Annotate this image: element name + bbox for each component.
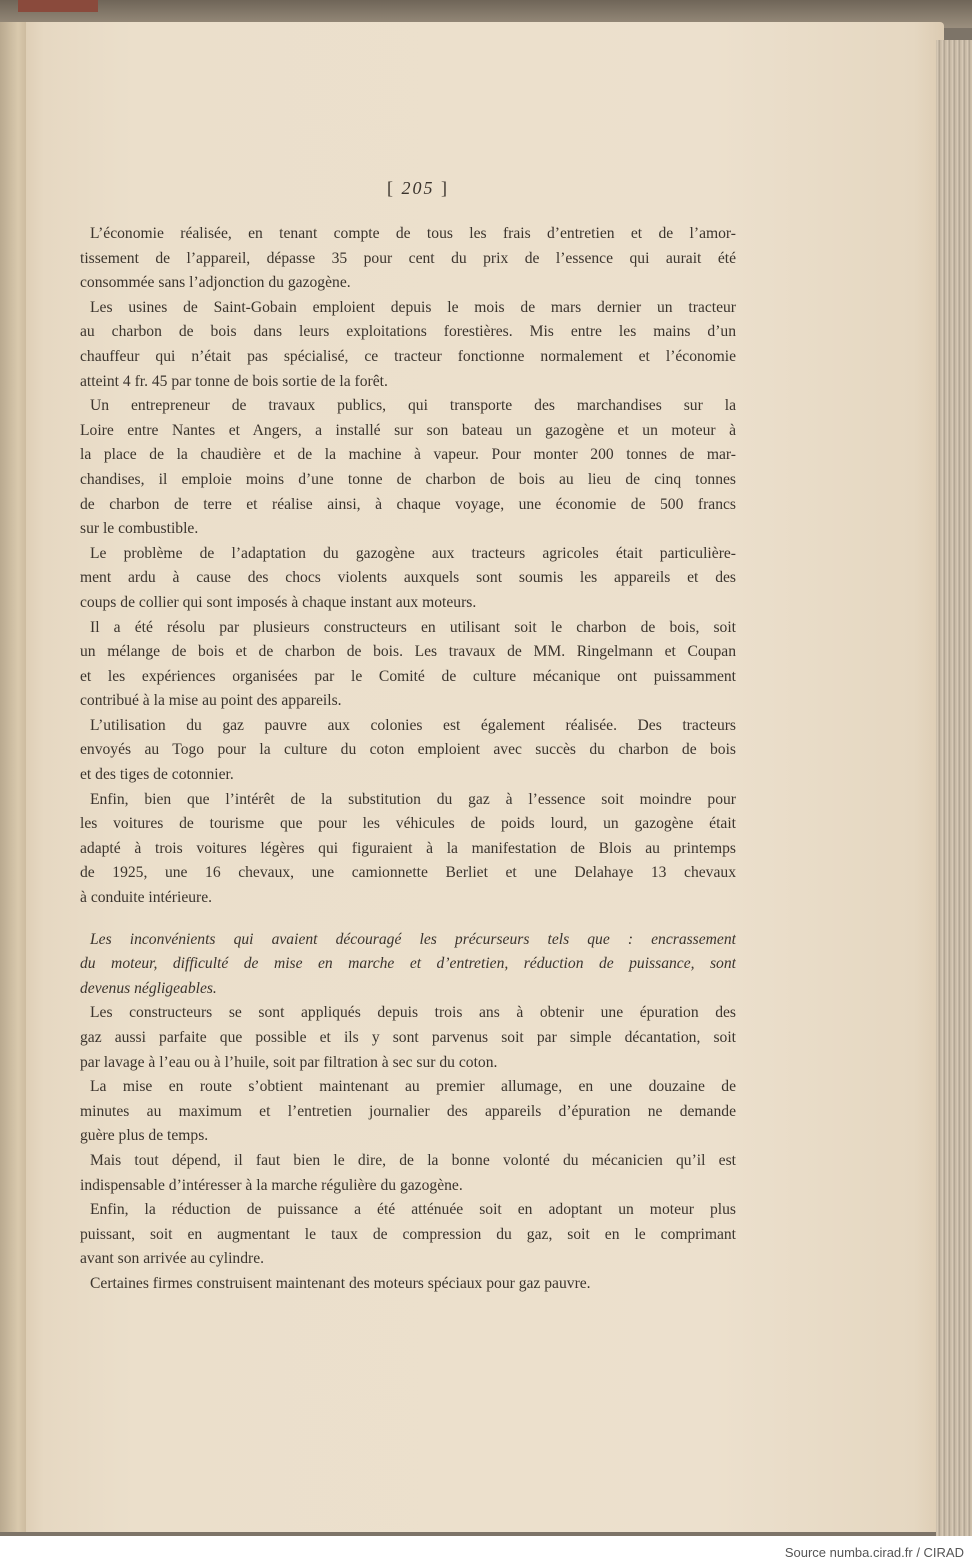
text-line: Les constructeurs se sont appliqués depuis trois ans à obtenir une épuration des	[90, 1004, 736, 1022]
paragraph	[80, 1001, 736, 1075]
text-line: sur le combustible.	[80, 520, 199, 538]
text-line: à conduite intérieure.	[80, 889, 213, 907]
page-number-value: 205	[401, 178, 435, 198]
text-line: Le problème de l’adaptation du gazogène aux tracteurs agricoles était particulière-	[90, 544, 736, 562]
text-line: Loire entre Nantes et Angers, a installé sur son bateau un gazogène et un moteur à	[80, 421, 736, 439]
paragraph	[80, 296, 736, 394]
paragraph	[80, 616, 736, 714]
paragraph	[80, 542, 736, 616]
text-line: Certaines firmes construisent maintenant des moteurs spéciaux pour gaz pauvre.	[90, 1274, 591, 1292]
text-line: L’utilisation du gaz pauvre aux colonies est également réalisée. Des tracteurs	[90, 716, 736, 734]
text-line: la place de la chaudière et de la machine à vapeur. Pour monter 200 tonnes de mar-	[80, 446, 736, 464]
body-text	[80, 222, 736, 1297]
text-line: ment ardu à cause des chocs violents auxquels sont soumis les appareils et des	[80, 569, 736, 587]
italic-paragraph	[80, 928, 736, 1002]
source-credit: Source numba.cirad.fr / CIRAD	[784, 1545, 964, 1560]
paragraph	[80, 1075, 736, 1149]
paragraph	[80, 1149, 736, 1198]
page-gutter-curl	[0, 22, 26, 1532]
page-stack-edge	[936, 40, 972, 1536]
text-line: chauffeur qui n’était pas spécialisé, ce tracteur fonctionne normalement et l’économie	[80, 347, 736, 365]
text-line: envoyés au Togo pour la culture du coton emploient avec succès du charbon de bois	[80, 741, 736, 759]
text-line: les voitures de tourisme que pour les véhicules de poids lourd, un gazogène était	[80, 815, 736, 833]
text-line: tissement de l’appareil, dépasse 35 pour cent du prix de l’essence qui aurait été	[80, 249, 736, 267]
text-line: un mélange de bois et de charbon de bois. Les travaux de MM. Ringelmann et Coupan	[80, 643, 736, 661]
paragraph	[80, 1272, 736, 1297]
text-line: Enfin, bien que l’intérêt de la substitution du gaz à l’essence soit moindre pour	[90, 790, 736, 808]
text-line: guère plus de temps.	[80, 1127, 209, 1145]
text-line: adapté à trois voitures légères qui figuraient à la manifestation de Blois au printemps	[80, 839, 736, 857]
text-line: consommée sans l’adjonction du gazogène.	[80, 274, 351, 292]
text-line: de 1925, une 16 chevaux, une camionnette Berliet et une Delahaye 13 chevaux	[80, 864, 736, 882]
text-line: devenus négligeables.	[80, 979, 217, 997]
text-line: Les inconvénients qui avaient découragé les précurseurs tels que : encrassement	[90, 930, 736, 948]
text-line: et des tiges de cotonnier.	[80, 766, 234, 784]
text-line: Un entrepreneur de travaux publics, qui transporte des marchandises sur la	[90, 397, 736, 415]
text-line: gaz aussi parfaite que possible et ils y sont parvenus soit par simple décantation, soit	[80, 1029, 736, 1046]
text-line: minutes au maximum et l’entretien journalier des appareils d’épuration ne demande	[80, 1102, 736, 1120]
text-line: au charbon de bois dans leurs exploitations forestières. Mis entre les mains d’un	[80, 323, 736, 341]
text-line: La mise en route s’obtient maintenant au premier allumage, en une douzaine de	[90, 1078, 736, 1096]
text-line: par lavage à l’eau ou à l’huile, soit par filtration à sec sur du coton.	[80, 1053, 498, 1071]
text-line: L’économie réalisée, en tenant compte de tous les frais d’entretien et de l’amor-	[90, 225, 736, 242]
text-line: indispensable d’intéresser à la marche régulière du gazogène.	[80, 1176, 463, 1194]
paragraph	[80, 394, 736, 542]
text-line: contribué à la mise au point des appareils.	[80, 692, 342, 710]
binding-mark	[18, 0, 98, 12]
text-line: atteint 4 fr. 45 par tonne de bois sortie de la forêt.	[80, 372, 388, 390]
text-line: avant son arrivée au cylindre.	[80, 1250, 265, 1268]
paragraph	[80, 714, 736, 788]
text-line: du moteur, difficulté de mise en marche et d’entretien, réduction de puissance, sont	[80, 955, 736, 973]
text-line: puissant, soit en augmentant le taux de compression du gaz, soit en le comprimant	[80, 1225, 736, 1243]
text-line: Les usines de Saint-Gobain emploient depuis le mois de mars dernier un tracteur	[90, 298, 736, 316]
paragraph	[80, 222, 736, 296]
paragraph	[80, 788, 736, 911]
text-line: de charbon de terre et réalise ainsi, à chaque voyage, une économie de 500 francs	[80, 495, 736, 513]
text-line: Enfin, la réduction de puissance a été atténuée soit en adoptant un moteur plus	[90, 1201, 736, 1219]
text-line: et les expériences organisées par le Comité de culture mécanique ont puissamment	[80, 667, 736, 685]
paragraph	[80, 1198, 736, 1272]
text-line: Mais tout dépend, il faut bien le dire, de la bonne volonté du mécanicien qu’il est	[90, 1151, 736, 1169]
page-number: [ 205 ]	[387, 178, 449, 198]
text-line: Il a été résolu par plusieurs constructeurs en utilisant soit le charbon de bois, soit	[90, 618, 736, 636]
text-line: chandises, il emploie moins d’une tonne de charbon de bois au lieu de cinq tonnes	[80, 470, 736, 488]
text-line: coups de collier qui sont imposés à chaque instant aux moteurs.	[80, 593, 477, 611]
